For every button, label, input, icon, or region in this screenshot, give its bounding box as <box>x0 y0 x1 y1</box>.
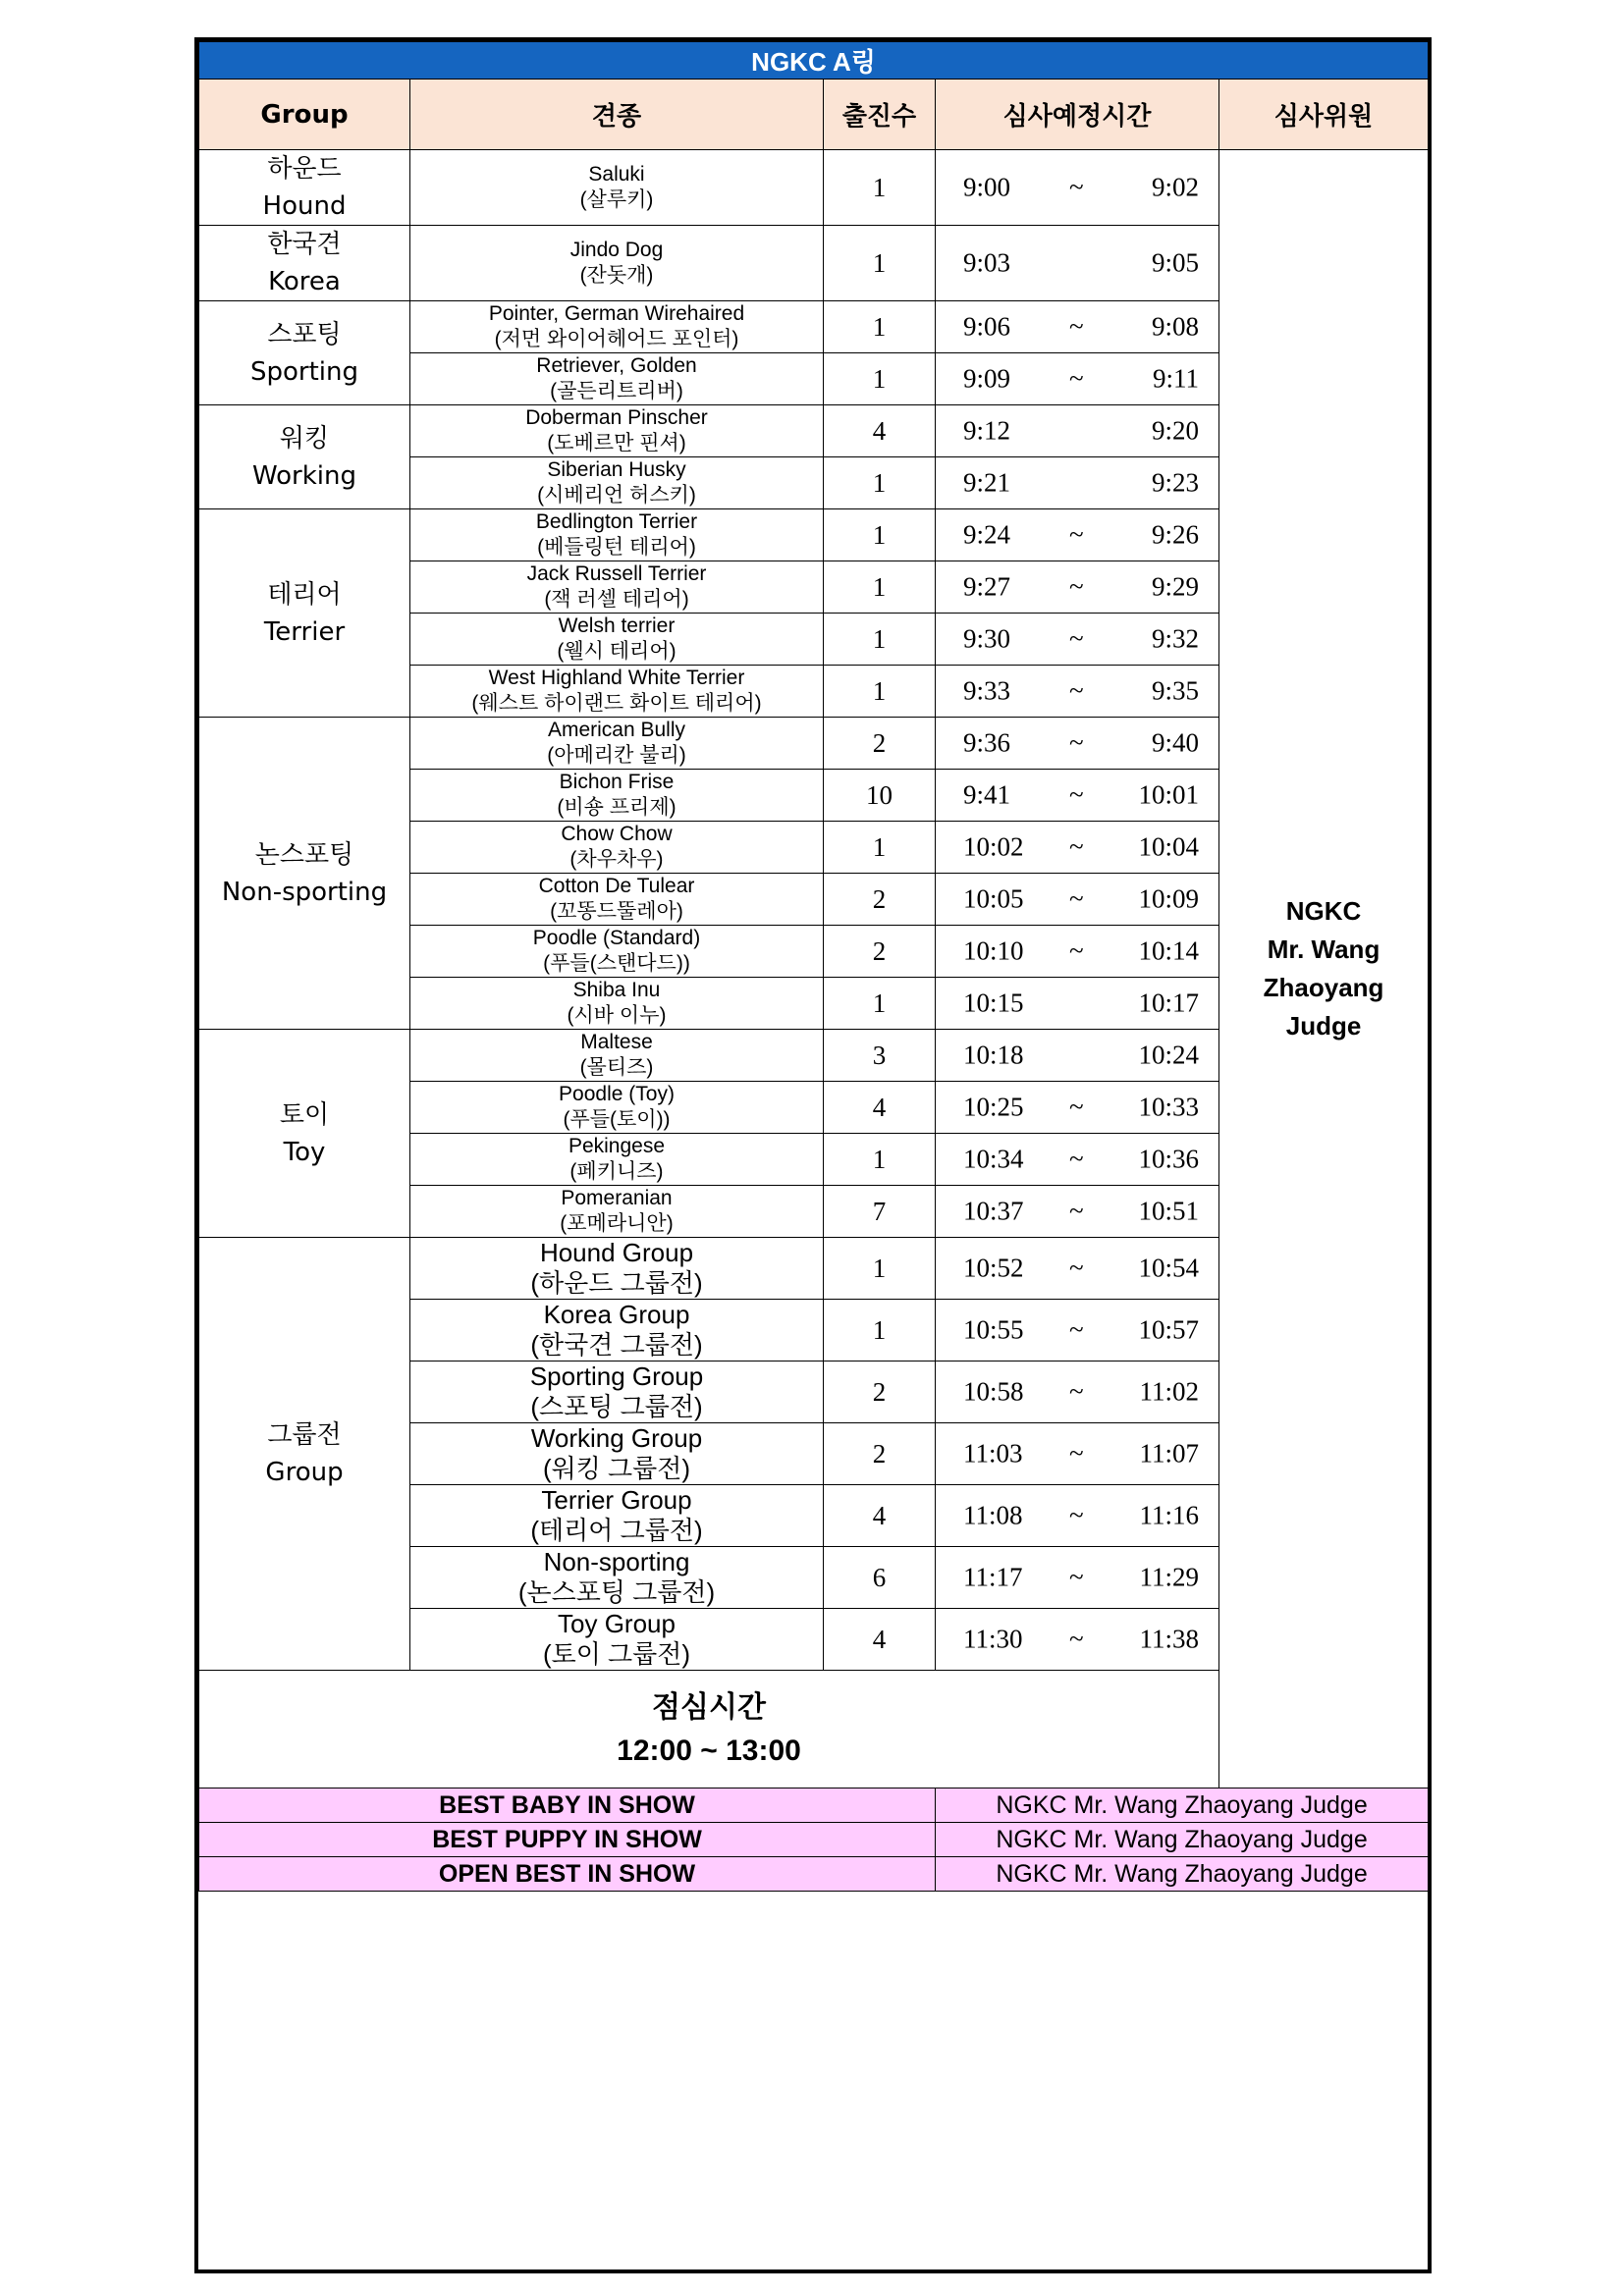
header-breed: 견종 <box>410 80 824 150</box>
time-separator: ~ <box>1069 831 1084 862</box>
breed-name-ko: (페키니즈) <box>569 1160 664 1183</box>
breed-name-ko: (논스포팅 그룹전) <box>517 1577 716 1607</box>
start-time: 10:37 <box>963 1196 1024 1226</box>
breed-cell <box>410 301 824 353</box>
breed-name-en: Poodle (Standard) <box>532 927 701 949</box>
breed-name-en: American Bully <box>547 719 686 741</box>
end-time: 11:29 <box>1139 1562 1199 1592</box>
entry-count: 6 <box>824 1547 936 1609</box>
judge-text: Mr. Wang <box>1267 934 1380 964</box>
breed-name-ko: (스포팅 그룹전) <box>530 1392 703 1421</box>
time-separator: ~ <box>1069 935 1084 966</box>
start-time: 9:30 <box>963 623 1011 654</box>
ring-title: NGKC A링 <box>199 42 1429 80</box>
time-separator: ~ <box>1069 1092 1084 1122</box>
start-time: 9:09 <box>963 363 1011 394</box>
start-time: 9:36 <box>963 727 1011 758</box>
breed-cell <box>410 509 824 561</box>
time-cell <box>936 978 1219 1030</box>
start-time: 10:18 <box>963 1040 1024 1070</box>
entry-count: 2 <box>824 1423 936 1485</box>
breed-name-ko: (하운드 그룹전) <box>530 1268 703 1298</box>
breed-name-en: Toy Group <box>558 1609 676 1638</box>
judge-text: Zhaoyang <box>1263 973 1384 1002</box>
end-time: 10:17 <box>1138 988 1199 1018</box>
header-count: 출진수 <box>824 80 936 150</box>
breed-cell <box>410 1609 824 1671</box>
time-cell <box>936 666 1219 718</box>
start-time: 11:03 <box>963 1438 1023 1468</box>
end-time: 9:26 <box>1151 519 1199 550</box>
group-cell <box>199 405 410 509</box>
judge-text: NGKC <box>1285 896 1362 926</box>
start-time: 9:24 <box>963 519 1011 550</box>
end-time: 9:08 <box>1151 311 1199 342</box>
breed-name-ko: (시베리언 허스키) <box>537 484 696 507</box>
breed-name-ko: (시바 이누) <box>567 1004 667 1027</box>
time-cell <box>936 1134 1219 1186</box>
end-time: 9:32 <box>1151 623 1199 654</box>
time-separator: ~ <box>1069 623 1084 654</box>
breed-name-ko: (도베르만 핀셔) <box>547 432 686 454</box>
time-cell <box>936 457 1219 509</box>
entry-count: 1 <box>824 1134 936 1186</box>
time-separator: ~ <box>1069 675 1084 706</box>
end-time: 10:51 <box>1138 1196 1199 1226</box>
group-name-ko: 그룹전 <box>267 1420 342 1450</box>
time-cell <box>936 1300 1219 1362</box>
end-time: 10:09 <box>1138 883 1199 914</box>
breed-name-ko: (웨스트 하이랜드 화이트 테리어) <box>471 692 762 715</box>
entry-count: 4 <box>824 405 936 457</box>
breed-cell <box>410 1300 824 1362</box>
breed-cell <box>410 926 824 978</box>
start-time: 9:12 <box>963 415 1011 446</box>
time-separator: ~ <box>1069 1196 1084 1226</box>
breed-cell <box>410 1082 824 1134</box>
start-time: 11:17 <box>963 1562 1023 1592</box>
time-cell <box>936 822 1219 874</box>
entry-count: 2 <box>824 1362 936 1423</box>
header-row <box>199 80 1429 150</box>
start-time: 9:27 <box>963 571 1011 602</box>
start-time: 9:41 <box>963 779 1011 810</box>
time-cell <box>936 874 1219 926</box>
breed-cell <box>410 353 824 405</box>
start-time: 10:05 <box>963 883 1024 914</box>
breed-name-en: Working Group <box>530 1423 703 1453</box>
end-time: 10:14 <box>1138 935 1199 966</box>
best-judge: NGKC Mr. Wang Zhaoyang Judge <box>936 1823 1429 1857</box>
group-name-en: Non-sporting <box>221 877 388 907</box>
breed-name-ko: (워킹 그룹전) <box>542 1454 691 1483</box>
time-separator: ~ <box>1069 519 1084 550</box>
start-time: 9:06 <box>963 311 1011 342</box>
end-time: 10:57 <box>1138 1314 1199 1345</box>
end-time: 11:16 <box>1139 1500 1199 1530</box>
start-time: 10:58 <box>963 1376 1024 1407</box>
entry-count: 1 <box>824 1238 936 1300</box>
breed-cell <box>410 457 824 509</box>
breed-name-en: Bedlington Terrier <box>535 510 698 533</box>
time-separator: ~ <box>1069 172 1084 202</box>
group-cell <box>199 150 410 226</box>
breed-name-ko: (잭 러셀 테리어) <box>544 588 689 611</box>
entry-count: 7 <box>824 1186 936 1238</box>
best-row <box>199 1857 1429 1892</box>
start-time: 10:34 <box>963 1144 1024 1174</box>
breed-name-en: Shiba Inu <box>572 979 661 1001</box>
judge-text: Judge <box>1285 1011 1362 1041</box>
entry-count: 4 <box>824 1609 936 1671</box>
breed-name-en: Sporting Group <box>529 1362 704 1391</box>
end-time: 9:20 <box>1151 415 1199 446</box>
breed-name-ko: (살루키) <box>579 188 654 211</box>
entry-count: 10 <box>824 770 936 822</box>
time-separator: ~ <box>1069 1624 1084 1654</box>
breed-cell <box>410 1362 824 1423</box>
group-cell <box>199 226 410 301</box>
breed-cell <box>410 770 824 822</box>
time-separator: ~ <box>1069 1376 1084 1407</box>
start-time: 11:30 <box>963 1624 1023 1654</box>
start-time: 10:02 <box>963 831 1024 862</box>
breed-name-en: Welsh terrier <box>558 614 676 637</box>
breed-name-en: Doberman Pinscher <box>525 406 708 429</box>
time-separator: ~ <box>1069 1253 1084 1283</box>
breed-name-en: Retriever, Golden <box>536 354 697 377</box>
best-row <box>199 1789 1429 1823</box>
breed-name-en: Bichon Frise <box>559 771 675 793</box>
breed-cell <box>410 1485 824 1547</box>
breed-cell <box>410 718 824 770</box>
breed-name-en: Non-sporting <box>543 1547 690 1576</box>
breed-name-ko: (웰시 테리어) <box>557 640 677 663</box>
time-cell <box>936 718 1219 770</box>
breed-name-en: Hound Group <box>539 1238 694 1267</box>
time-cell <box>936 1547 1219 1609</box>
start-time: 11:08 <box>963 1500 1023 1530</box>
entry-count: 2 <box>824 926 936 978</box>
group-cell <box>199 1030 410 1238</box>
time-separator: ~ <box>1069 311 1084 342</box>
breed-cell <box>410 561 824 614</box>
start-time: 9:21 <box>963 467 1011 498</box>
breed-name-en: Chow Chow <box>561 823 673 845</box>
lunch-cell <box>199 1671 1219 1789</box>
entry-count: 4 <box>824 1082 936 1134</box>
time-cell <box>936 1362 1219 1423</box>
time-cell <box>936 770 1219 822</box>
time-separator: ~ <box>1069 727 1084 758</box>
time-cell <box>936 150 1219 226</box>
time-separator: ~ <box>1069 779 1084 810</box>
group-name-ko: 스포팅 <box>267 319 342 349</box>
end-time: 11:07 <box>1139 1438 1199 1468</box>
breed-name-en: Saluki <box>588 163 645 186</box>
end-time: 9:29 <box>1151 571 1199 602</box>
time-cell <box>936 1186 1219 1238</box>
breed-cell <box>410 822 824 874</box>
best-judge: NGKC Mr. Wang Zhaoyang Judge <box>936 1789 1429 1823</box>
group-cell <box>199 1238 410 1671</box>
breed-name-ko: (푸들(스탠다드)) <box>543 952 690 975</box>
group-name-en: Terrier <box>263 616 346 647</box>
breed-cell <box>410 874 824 926</box>
table-row <box>199 150 1429 226</box>
end-time: 10:36 <box>1138 1144 1199 1174</box>
time-cell <box>936 1030 1219 1082</box>
best-title: BEST BABY IN SHOW <box>199 1789 936 1823</box>
entry-count: 2 <box>824 718 936 770</box>
start-time: 10:15 <box>963 988 1024 1018</box>
breed-cell <box>410 978 824 1030</box>
breed-name-en: West Highland White Terrier <box>488 667 745 689</box>
entry-count: 1 <box>824 301 936 353</box>
breed-cell <box>410 1186 824 1238</box>
breed-cell <box>410 226 824 301</box>
schedule-sheet <box>194 37 1432 2273</box>
title-row <box>199 42 1429 80</box>
end-time: 9:35 <box>1151 675 1199 706</box>
best-title: BEST PUPPY IN SHOW <box>199 1823 936 1857</box>
breed-name-ko: (몰티즈) <box>579 1056 654 1079</box>
breed-name-ko: (저먼 와이어헤어드 포인터) <box>494 328 739 350</box>
end-time: 9:11 <box>1153 363 1199 394</box>
time-separator: ~ <box>1069 1562 1084 1592</box>
end-time: 10:24 <box>1138 1040 1199 1070</box>
time-separator: ~ <box>1069 883 1084 914</box>
start-time: 10:10 <box>963 935 1024 966</box>
group-name-en: Hound <box>262 191 347 221</box>
entry-count: 1 <box>824 509 936 561</box>
breed-name-en: Pointer, German Wirehaired <box>488 302 745 325</box>
time-cell <box>936 1082 1219 1134</box>
end-time: 10:54 <box>1138 1253 1199 1283</box>
start-time: 10:52 <box>963 1253 1024 1283</box>
breed-name-en: Siberian Husky <box>547 458 686 481</box>
time-separator: ~ <box>1069 1438 1084 1468</box>
group-name-ko: 토이 <box>279 1099 330 1130</box>
entry-count: 1 <box>824 457 936 509</box>
breed-name-en: Korea Group <box>543 1300 690 1329</box>
breed-name-en: Jindo Dog <box>569 239 664 261</box>
entry-count: 2 <box>824 874 936 926</box>
breed-name-ko: (포메라니안) <box>560 1212 674 1235</box>
group-name-en: Group <box>265 1458 344 1487</box>
time-separator: ~ <box>1069 571 1084 602</box>
start-time: 9:00 <box>963 172 1011 202</box>
breed-name-ko: (잔돗개) <box>579 264 654 287</box>
end-time: 9:05 <box>1151 247 1199 278</box>
entry-count: 1 <box>824 978 936 1030</box>
breed-name-en: Terrier Group <box>541 1485 692 1515</box>
lunch-label: 점심시간 <box>652 1689 766 1725</box>
lunch-time: 12:00 ~ 13:00 <box>617 1734 801 1767</box>
time-cell <box>936 353 1219 405</box>
group-cell <box>199 509 410 718</box>
header-judge: 심사위원 <box>1219 80 1429 150</box>
time-cell <box>936 1238 1219 1300</box>
breed-cell <box>410 1030 824 1082</box>
time-separator: ~ <box>1069 1314 1084 1345</box>
end-time: 10:01 <box>1138 779 1199 810</box>
start-time: 9:03 <box>963 247 1011 278</box>
breed-name-en: Pekingese <box>568 1135 666 1157</box>
breed-cell <box>410 1423 824 1485</box>
breed-name-ko: (테리어 그룹전) <box>530 1516 703 1545</box>
group-cell <box>199 718 410 1030</box>
breed-cell <box>410 405 824 457</box>
group-name-ko: 테리어 <box>267 579 342 610</box>
best-title: OPEN BEST IN SHOW <box>199 1857 936 1892</box>
time-cell <box>936 614 1219 666</box>
breed-name-ko: (꼬똥드뚤레아) <box>550 900 683 923</box>
time-cell <box>936 405 1219 457</box>
breed-name-ko: (푸들(토이)) <box>563 1108 671 1131</box>
breed-name-en: Maltese <box>580 1031 653 1053</box>
schedule-table <box>198 41 1429 1892</box>
breed-name-ko: (차우차우) <box>569 848 664 871</box>
group-name-en: Korea <box>268 267 341 296</box>
end-time: 11:38 <box>1139 1624 1199 1654</box>
entry-count: 1 <box>824 666 936 718</box>
entry-count: 1 <box>824 226 936 301</box>
time-cell <box>936 301 1219 353</box>
group-name-ko: 논스포팅 <box>254 839 354 870</box>
breed-name-en: Cotton De Tulear <box>538 875 695 897</box>
breed-cell <box>410 1238 824 1300</box>
breed-name-ko: (베들링턴 테리어) <box>537 536 696 559</box>
time-separator: ~ <box>1069 1500 1084 1530</box>
end-time: 10:04 <box>1138 831 1199 862</box>
entry-count: 1 <box>824 1300 936 1362</box>
breed-name-ko: (비숑 프리제) <box>557 796 677 819</box>
start-time: 10:25 <box>963 1092 1024 1122</box>
end-time: 9:23 <box>1151 467 1199 498</box>
start-time: 9:33 <box>963 675 1011 706</box>
breed-name-en: Jack Russell Terrier <box>526 562 707 585</box>
group-name-ko: 한국견 <box>267 230 342 259</box>
breed-cell <box>410 150 824 226</box>
breed-cell <box>410 1547 824 1609</box>
time-separator: ~ <box>1069 363 1084 394</box>
entry-count: 4 <box>824 1485 936 1547</box>
best-judge: NGKC Mr. Wang Zhaoyang Judge <box>936 1857 1429 1892</box>
time-cell <box>936 561 1219 614</box>
end-time: 9:02 <box>1151 172 1199 202</box>
entry-count: 1 <box>824 150 936 226</box>
header-time: 심사예정시간 <box>936 80 1219 150</box>
group-name-en: Sporting <box>249 356 358 387</box>
group-name-en: Working <box>251 460 357 491</box>
time-cell <box>936 926 1219 978</box>
group-name-en: Toy <box>283 1137 326 1167</box>
entry-count: 1 <box>824 561 936 614</box>
breed-name-ko: (한국견 그룹전) <box>530 1330 703 1360</box>
group-name-ko: 워킹 <box>279 423 330 454</box>
time-cell <box>936 1485 1219 1547</box>
end-time: 9:40 <box>1151 727 1199 758</box>
time-cell <box>936 1609 1219 1671</box>
entry-count: 1 <box>824 614 936 666</box>
end-time: 11:02 <box>1139 1376 1199 1407</box>
end-time: 10:33 <box>1138 1092 1199 1122</box>
breed-name-en: Pomeranian <box>561 1187 673 1209</box>
breed-cell <box>410 1134 824 1186</box>
time-separator: ~ <box>1069 1144 1084 1174</box>
breed-name-ko: (아메리칸 불리) <box>547 744 686 767</box>
entry-count: 3 <box>824 1030 936 1082</box>
judge-cell <box>1219 150 1429 1789</box>
group-cell <box>199 301 410 405</box>
start-time: 10:55 <box>963 1314 1024 1345</box>
entry-count: 1 <box>824 822 936 874</box>
best-row <box>199 1823 1429 1857</box>
entry-count: 1 <box>824 353 936 405</box>
breed-cell <box>410 666 824 718</box>
time-cell <box>936 509 1219 561</box>
group-name-ko: 하운드 <box>267 154 342 184</box>
time-cell <box>936 226 1219 301</box>
header-group: Group <box>199 80 410 150</box>
time-cell <box>936 1423 1219 1485</box>
breed-name-en: Poodle (Toy) <box>559 1083 675 1105</box>
breed-name-ko: (토이 그룹전) <box>542 1639 691 1669</box>
breed-cell <box>410 614 824 666</box>
breed-name-ko: (골든리트리버) <box>550 380 683 402</box>
